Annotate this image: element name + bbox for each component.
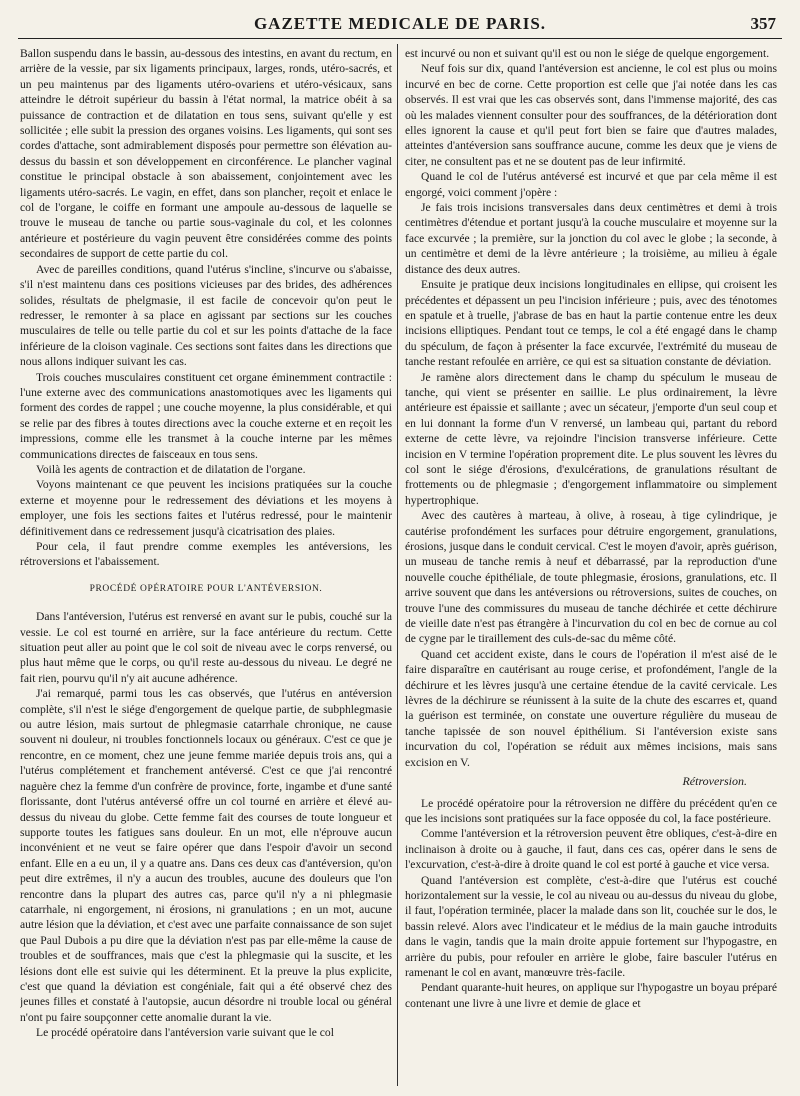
paragraph: Trois couches musculaires constituent cet organe éminemment contractile : l'une externe avec des communications anastomotiques avec les ligaments qui forment des cordes de rappel ; une couche moyenne, la plus considérable, et qui se relie par des fibres à toutes directions avec la couche externe et en reçoit les impressions, comme elle les transmet à la couche interne par les mêmes communications directes de faisceaux en tous sens. bbox=[20, 370, 392, 461]
paragraph: Avec des cautères à marteau, à olive, à roseau, à tige cylindrique, je cautérise profondément les surfaces pour détruire engorgement, granulations, érosions, jusque dans le conduit cervical. C'est le moyen d'avoir, après guérison, un museau de tanche remis à neuf et débarrassé, par la reproduction d'une nouvelle couche épithéliale, de toute phlegmasie, érosions, granulations, etc. Il arrive souvent que dans les antéversions ou rétroversions, suites de couches, on trouve l'une des commissures du museau de tanche déchirée et cette déchirure de vieille date n'est pas étrangère à l'incurvation du col en bec de cornue au col de cygne par le tiraillement des culs-de-sac du même côté. bbox=[405, 509, 777, 646]
page-number: 357 bbox=[750, 14, 776, 33]
section-heading: PROCÉDÉ OPÉRATOIRE POUR L'ANTÉVERSION. bbox=[89, 583, 323, 594]
paragraph: est incurvé ou non et suivant qu'il est ou non le siége de quelque engorgement. bbox=[405, 47, 770, 60]
page-header bbox=[18, 14, 782, 39]
paragraph: Quand cet accident existe, dans le cours de l'opération il m'est aisé de le faire disparaître en cautérisant au rouge cerise, et profondément, l'angle de la déchirure et les lèvres jusqu'à une certaine étendue de la cavité cervicale. Les lèvres de la déchirure se réunissent à la suite de la chute des escarres et, quand la guérison est terminée, on constate une ouverture régulière du museau de tanche tapissée de son nouvel épithélium. Si l'antéversion existe sans incurvation du col, l'opération se réduit aux mêmes incisions, mais sans excision en V. bbox=[405, 647, 777, 769]
paragraph: Pour cela, il faut prendre comme exemples les antéversions, les rétroversions et l'abaissement. bbox=[20, 540, 392, 569]
paragraph: Quand l'antéversion est complète, c'est-à-dire que l'utérus est couché horizontalement sur la vessie, le col au niveau ou au-dessus du niveau du globe, il faut, l'opération terminée, placer la malade dans son lit, couchée sur le dos, le bassin relevé. Alors avec l'indicateur et le médius de la main gauche introduits dans le vagin, tandis que la main droite appuie fortement sur l'hypogastre, en arrière du pubis, pour refouler en arrière le globe, faire basculer l'utérus en ramenant le col en avant, manœuvre très-facile. bbox=[405, 873, 777, 979]
section-heading: Rétroversion. bbox=[682, 774, 747, 789]
paragraph: Quand le col de l'utérus antéversé est incurvé et que par cela même il est engorgé, voici comment j'opère : bbox=[405, 170, 777, 199]
paragraph: Voyons maintenant ce que peuvent les incisions pratiquées sur la couche externe et moyenne pour le redressement des déviations et les moyens à employer, une fois les sections faites et l'utérus redressé, pour le maintenir définitivement dans ce redressement jusqu'à cicatrisation des plaies. bbox=[20, 478, 392, 538]
paragraph: Avec de pareilles conditions, quand l'utérus s'incline, s'incurve ou s'abaisse, s'il n'est maintenu dans ces positions vicieuses par des brides, des adhérences solides, résultats de phelgmasie, il est facile de concevoir qu'on peut le redresser, le remonter à sa place en agissant par sections sur les couches musculaires de telle ou telle partie du col et sur les points d'attache de la face inférieure de la cloison vaginale. Ces sections sont faites dans les directions que nous allons indiquer suivant les cas. bbox=[20, 262, 392, 369]
paragraph: Ballon suspendu dans le bassin, au-dessous des intestins, en avant du rectum, en arrière de la vessie, par six ligaments principaux, larges, ronds, utéro-sacrés, et un peu maintenus par des ligaments utéro-ovariens et utéro-vésicaux, sans atteindre le détroit supérieur du bassin à l'état normal, la matrice obéit à sa puissance de contraction et de dilatation en tous sens, suivant qu'elle y est sollicitée ; elle subit la pression des organes voisins. Les ligaments, qui sont ses cordes d'attache, sont admirablement disposés pour permettre son élévation au-dessus du bassin et son développement en circonférence. Le plancher vaginal constitue le principal obstacle à son abaissement, conjointement avec les ligaments utéro-sacrés. Le vagin, en effet, dans son plancher, reçoit et enlace le col de l'organe, le coiffe en formant une ampoule au-dessous de laquelle se trouve le museau de tanche ou partie sous-vaginale du col, et les colonnes antérieure et postérieure du vagin peuvent être considérées comme des points secondaires de support de cette partie du col. bbox=[20, 47, 392, 261]
paragraph: Pendant quarante-huit heures, on applique sur l'hypogastre un boyau préparé contenant une livre à une livre et demie de glace et bbox=[405, 981, 777, 1010]
column-divider bbox=[397, 44, 398, 1086]
paragraph: Le procédé opératoire pour la rétroversion ne diffère du précédent qu'en ce que les incisions sont pratiquées sur la face opposée du col, la face postérieure. bbox=[405, 796, 777, 825]
paragraph: Je fais trois incisions transversales dans deux centimètres et demi à trois centimètres d'étendue et portant jusqu'à la couche musculaire et moyenne sur la face excurvée ; la première, sur la jonction du col avec le globe ; la seconde, à un centimètre et demi de la lèvre antérieure ; la troisième, au milieu à égale distance des deux autres. bbox=[405, 201, 777, 276]
paragraph: Ensuite je pratique deux incisions longitudinales en ellipse, qui croisent les précédentes et dépassent un peu l'incision inférieure ; puis, avec des ténotomes en spatule et à truelle, j'abrase de bas en haut la partie contenue entre les deux incisions elliptiques. Pendant tout ce temps, le col a été engagé dans le champ du spéculum, de façon à présenter la face excurvée, l'extrémité du museau de tanche restant refoulée en arrière, ce qui est sa situation constante de déviation. bbox=[405, 278, 777, 369]
paragraph: Comme l'antéversion et la rétroversion peuvent être obliques, c'est-à-dire en inclinaison à droite ou à gauche, il faut, dans ces cas, opérer dans le sens de l'excurvation, c'est-à-dire à droite quand le col est porté à gauche et vice versa. bbox=[405, 827, 777, 872]
paragraph: Je ramène alors directement dans le champ du spéculum le museau de tanche, qui vient se présenter en saillie. Le plus ordinairement, la lèvre antérieure est épaissie et saillante ; avec un sécateur, j'emporte d'un seul coup et en lui donnant la forme d'un V renversé, un lambeau qui, partant du rebord externe de cette lèvre, va rejoindre l'incision transverse inférieure. Cette incision en V termine l'opération proprement dite. Le plus souvent les lèvres du col sont le siége d'érosions, d'exulcérations, de granulations résultant de frottements ou de phlegmasie ; d'engorgement inflammatoire ou simplement hypertrophique. bbox=[405, 370, 777, 507]
paragraph: Le procédé opératoire dans l'antéversion varie suivant que le col bbox=[36, 1026, 334, 1040]
right-column bbox=[405, 46, 777, 1088]
paragraph: Voilà les agents de contraction et de dilatation de l'organe. bbox=[36, 462, 306, 476]
paragraph: Neuf fois sur dix, quand l'antéversion est ancienne, le col est plus ou moins incurvé en bec de corne. Cette proportion est celle que j'ai notée dans les cas observés. Il est vrai que les cas observés sont, dans l'immense majorité, des cas où les malades viennent consulter pour des souffrances, de la détérioration dont elles ignorent la cause et qu'il peut fort bien se faire que d'autres malades, atteintes d'antéversion sans souffrance aucune, comme les deux que je viens de citer, ne consultent pas et ne se doutent pas de leur infirmité. bbox=[405, 62, 777, 168]
paragraph: J'ai remarqué, parmi tous les cas observés, que l'utérus en antéversion complète, s'il n'est le siége d'engorgement de quelque partie, de subphlegmasie ou autre lésion, mais surtout de phlegmasie catarrhale chronique, ne cause souvent ni douleur, ni troubles fonctionnels locaux ou généraux. C'est ce que je rencontre, en ce moment, chez une jeune femme mariée depuis trois ans, qui a l'utérus complétement et franchement antéversé. C'est ce que j'ai rencontré naguère chez la femme d'un confrère de province, forte, ingambe et d'une santé florissante, dont l'utérus antéversé offre un col tourné en arrière et élevé au-dessus du niveau du globe. Cette femme fait des courses de toute longueur et supporte toutes les fatigues sans douleur. En un mot, elle n'éprouve aucun inconvénient et ne veut se faire opérer que dans l'espoir d'avoir un second enfant. Elle en a eu un, il y a quatre ans. Dans ces deux cas d'antéversion, qu'on peut dire extrêmes, il n'y a aucun des troubles, aucune des douleurs que l'on rencontre dans la plupart des autres cas, parce qu'il n'y a ni phlegmasie catarrhale, ni engorgement, ni érosions, ni granulations ; en un mot, aucune autre lésion que la déviation, et c'est avec une parfaite connaissance de son sujet que Paul Dubois a pu dire que la déviation n'est pas par elle-même la cause de troubles et de souffrances, mais que c'est la phlegmasie qui la suscite, et les lésions dont elle est suivie qui les déterminent. Et la preuve la plus explicite, c'est que quand la déviation est congéniale, fait qui a été observé chez des jeunes filles et constaté à l'autopsie, aucun désordre ni trouble local ou général n'ont pu faire soupçonner cette anomalie durant la vie. bbox=[20, 687, 392, 1024]
paragraph: Dans l'antéversion, l'utérus est renversé en avant sur le pubis, couché sur la vessie. Le col est tourné en arrière, sur la face antérieure du rectum. Cette situation peut aller au point que le col soit de niveau avec le corps renversé, ou plus haut même que le corps, ou qu'il reste au-dessous du niveau. Le degré ne fait rien, pourvu qu'il n'y ait aucune adhérence. bbox=[20, 610, 392, 685]
journal-title: GAZETTE MEDICALE DE PARIS. bbox=[253, 14, 547, 33]
left-column bbox=[20, 46, 392, 1088]
